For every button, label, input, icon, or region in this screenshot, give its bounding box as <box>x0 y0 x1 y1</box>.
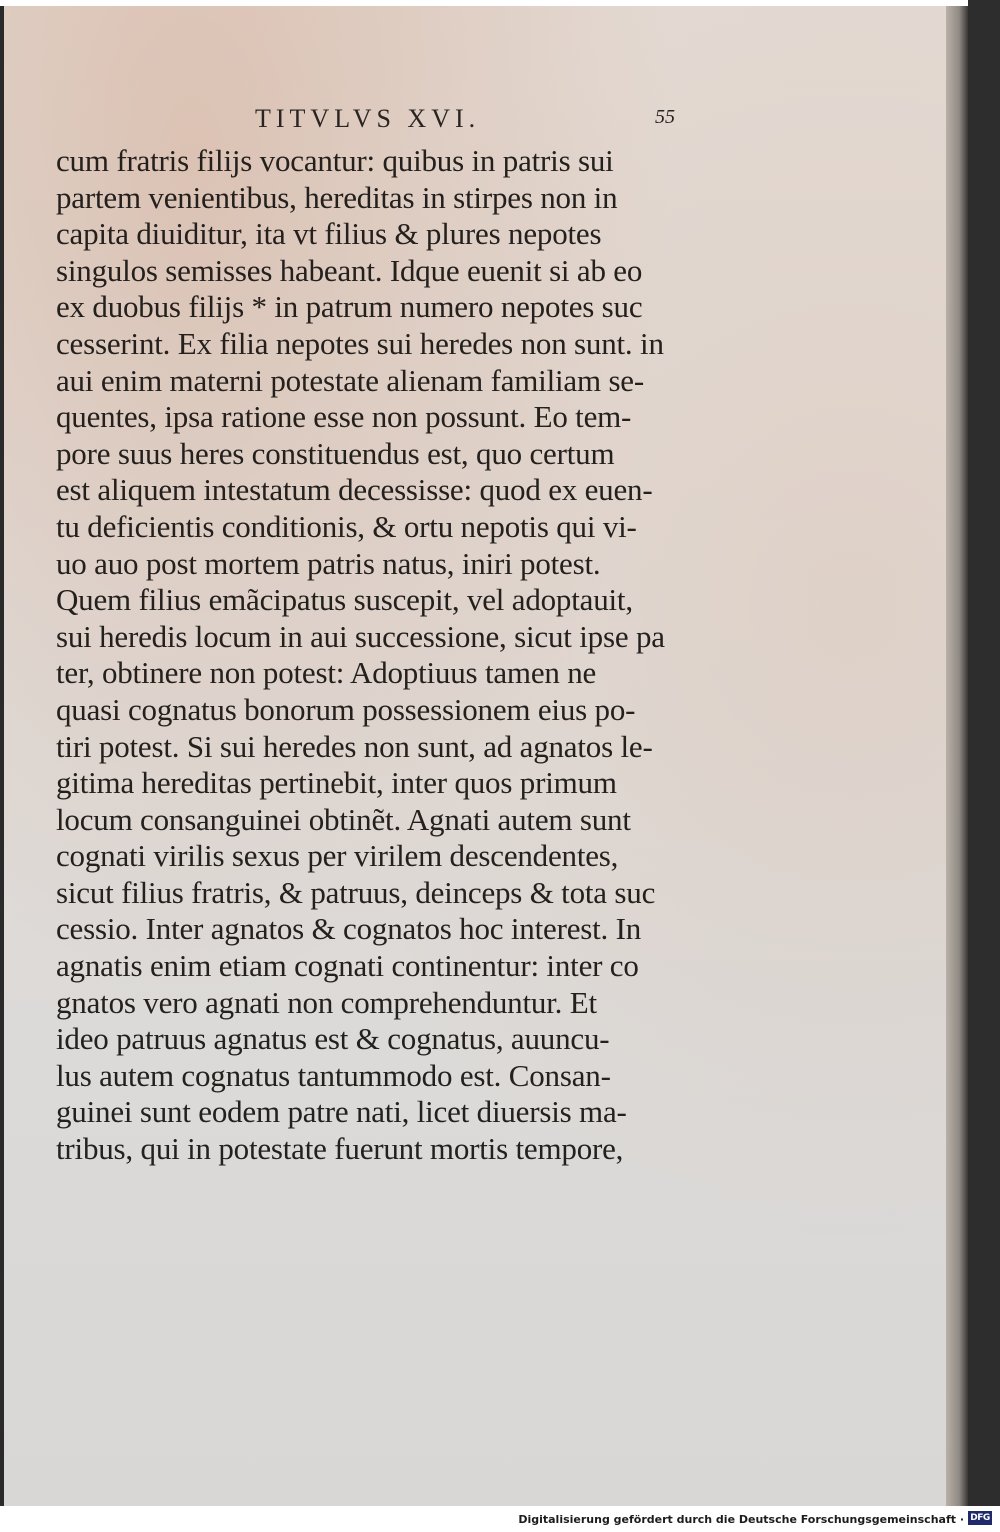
text-line: Quem filius emãcipatus suscepit, vel adoptauit, <box>56 582 633 618</box>
body-text <box>56 143 706 1168</box>
text-line: pore suus heres constituendus est, quo certum <box>56 435 615 471</box>
text-line: singulos semisses habeant. Idque euenit si ab eo <box>56 252 643 288</box>
text-line: partem venientibus, hereditas in stirpes non in <box>56 179 618 215</box>
text-line: uo auo post mortem patris natus, iniri potest. <box>56 545 601 581</box>
text-line: est aliquem intestatum decessisse: quod ex euen- <box>56 472 653 508</box>
text-line: ex duobus filijs * in patrum numero nepotes suc <box>56 289 643 325</box>
text-line: tu deficientis conditionis, & ortu nepotis qui vi- <box>56 508 637 544</box>
text-line: lus autem cognatus tantummodo est. Consan- <box>56 1057 611 1093</box>
page-number: 55 <box>655 106 675 128</box>
dfg-logo: DFG <box>968 1511 992 1525</box>
text-line: sui heredis locum in aui successione, sicut ipse pa <box>56 618 665 654</box>
text-line: agnatis enim etiam cognati continentur: inter co <box>56 948 639 984</box>
text-line: gnatos vero agnati non comprehenduntur. Et <box>56 984 597 1020</box>
text-line: cessio. Inter agnatos & cognatos hoc interest. In <box>56 911 642 947</box>
text-line: sicut filius fratris, & patruus, deinceps & tota suc <box>56 874 656 910</box>
funding-credit: Digitalisierung gefördert durch die Deutsche Forschungsgemeinschaft · <box>518 1513 964 1526</box>
text-line: ideo patruus agnatus est & cognatus, auuncu- <box>56 1021 610 1057</box>
text-line: tribus, qui in potestate fuerunt mortis tempore, <box>56 1131 624 1167</box>
text-line: aui enim materni potestate alienam familiam se- <box>56 362 644 398</box>
text-line: tiri potest. Si sui heredes non sunt, ad agnatos le- <box>56 728 653 764</box>
scan-border <box>968 0 1000 1512</box>
page-edge <box>946 6 968 1506</box>
text-line: gitima hereditas pertinebit, inter quos primum <box>56 765 617 801</box>
text-line: guinei sunt eodem patre nati, licet diuersis ma- <box>56 1094 627 1130</box>
text-line: capita diuiditur, ita vt filius & plures nepotes <box>56 216 602 252</box>
running-head: TITVLVS XVI. <box>255 104 481 133</box>
text-line: quasi cognatus bonorum possessionem eius po- <box>56 691 636 727</box>
text-line: cesserint. Ex filia nepotes sui heredes non sunt. in <box>56 325 664 361</box>
text-line: ter, obtinere non potest: Adoptiuus tamen ne <box>56 655 597 691</box>
text-line: cum fratris filijs vocantur: quibus in patris sui <box>56 143 614 178</box>
text-line: cognati virilis sexus per virilem descendentes, <box>56 838 619 874</box>
text-line: quentes, ipsa ratione esse non possunt. Eo tem- <box>56 399 632 435</box>
text-line: locum consanguinei obtinẽt. Agnati autem sunt <box>56 801 631 837</box>
